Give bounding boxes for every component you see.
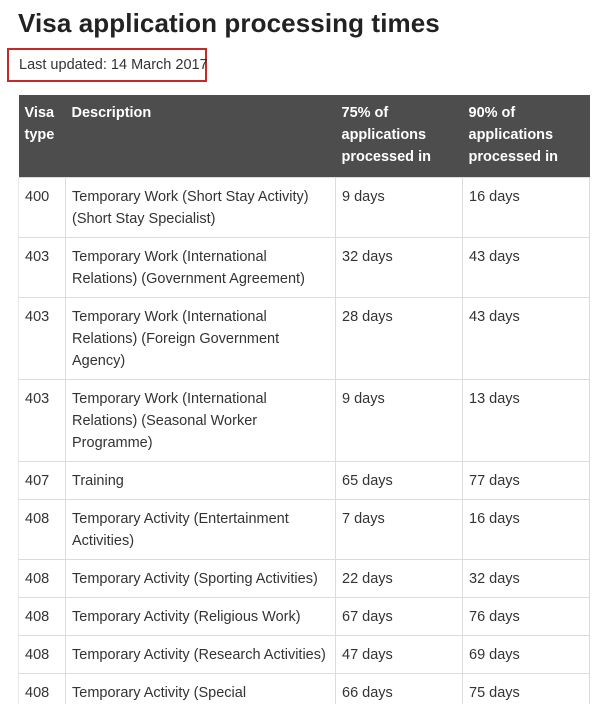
- cell-90-percent: 75 days: [463, 674, 590, 704]
- cell-75-percent: 22 days: [336, 560, 463, 598]
- cell-visa-type: 408: [19, 598, 66, 636]
- cell-75-percent: 32 days: [336, 238, 463, 298]
- header-visa-type: Visa type: [19, 95, 66, 178]
- cell-75-percent: 9 days: [336, 380, 463, 462]
- cell-75-percent: 66 days: [336, 674, 463, 704]
- header-row: [19, 95, 590, 178]
- cell-visa-type: 403: [19, 380, 66, 462]
- cell-visa-type: 408: [19, 674, 66, 704]
- cell-description: Temporary Activity (Special: [66, 674, 336, 704]
- cell-description: Temporary Work (International Relations) (Government Agreement): [66, 238, 336, 298]
- cell-75-percent: 9 days: [336, 178, 463, 238]
- table-row: [19, 238, 590, 298]
- table-row: [19, 674, 590, 704]
- cell-visa-type: 408: [19, 560, 66, 598]
- table-row: [19, 598, 590, 636]
- table-row: [19, 500, 590, 560]
- cell-90-percent: 16 days: [463, 500, 590, 560]
- header-75-percent: 75% of applications processed in: [336, 95, 463, 178]
- last-updated-box: [7, 48, 207, 82]
- cell-90-percent: 16 days: [463, 178, 590, 238]
- cell-description: Temporary Work (Short Stay Activity) (Short Stay Specialist): [66, 178, 336, 238]
- cell-description: Temporary Work (International Relations) (Seasonal Worker Programme): [66, 380, 336, 462]
- cell-90-percent: 43 days: [463, 238, 590, 298]
- cell-75-percent: 65 days: [336, 462, 463, 500]
- cell-description: Temporary Activity (Sporting Activities): [66, 560, 336, 598]
- cell-90-percent: 13 days: [463, 380, 590, 462]
- last-updated-text: Last updated: 14 March 2017: [19, 57, 208, 73]
- cell-description: Temporary Activity (Research Activities): [66, 636, 336, 674]
- cell-75-percent: 47 days: [336, 636, 463, 674]
- processing-times-table: [18, 95, 590, 704]
- table-row: [19, 380, 590, 462]
- cell-description: Temporary Activity (Entertainment Activities): [66, 500, 336, 560]
- cell-visa-type: 407: [19, 462, 66, 500]
- cell-visa-type: 403: [19, 238, 66, 298]
- cell-90-percent: 76 days: [463, 598, 590, 636]
- cell-description: Temporary Activity (Religious Work): [66, 598, 336, 636]
- table-body: [19, 178, 590, 704]
- cell-90-percent: 43 days: [463, 298, 590, 380]
- cell-visa-type: 403: [19, 298, 66, 380]
- table-row: [19, 298, 590, 380]
- table-header: [19, 95, 590, 178]
- header-description: Description: [66, 95, 336, 178]
- cell-visa-type: 408: [19, 636, 66, 674]
- page-title: Visa application processing times: [18, 8, 440, 38]
- cell-75-percent: 7 days: [336, 500, 463, 560]
- cell-90-percent: 32 days: [463, 560, 590, 598]
- cell-90-percent: 77 days: [463, 462, 590, 500]
- cell-75-percent: 28 days: [336, 298, 463, 380]
- cell-90-percent: 69 days: [463, 636, 590, 674]
- cell-description: Training: [66, 462, 336, 500]
- header-90-percent: 90% of applications processed in: [463, 95, 590, 178]
- cell-75-percent: 67 days: [336, 598, 463, 636]
- cell-visa-type: 408: [19, 500, 66, 560]
- table-row: [19, 462, 590, 500]
- cell-description: Temporary Work (International Relations) (Foreign Government Agency): [66, 298, 336, 380]
- table-row: [19, 560, 590, 598]
- table-row: [19, 178, 590, 238]
- cell-visa-type: 400: [19, 178, 66, 238]
- table-row: [19, 636, 590, 674]
